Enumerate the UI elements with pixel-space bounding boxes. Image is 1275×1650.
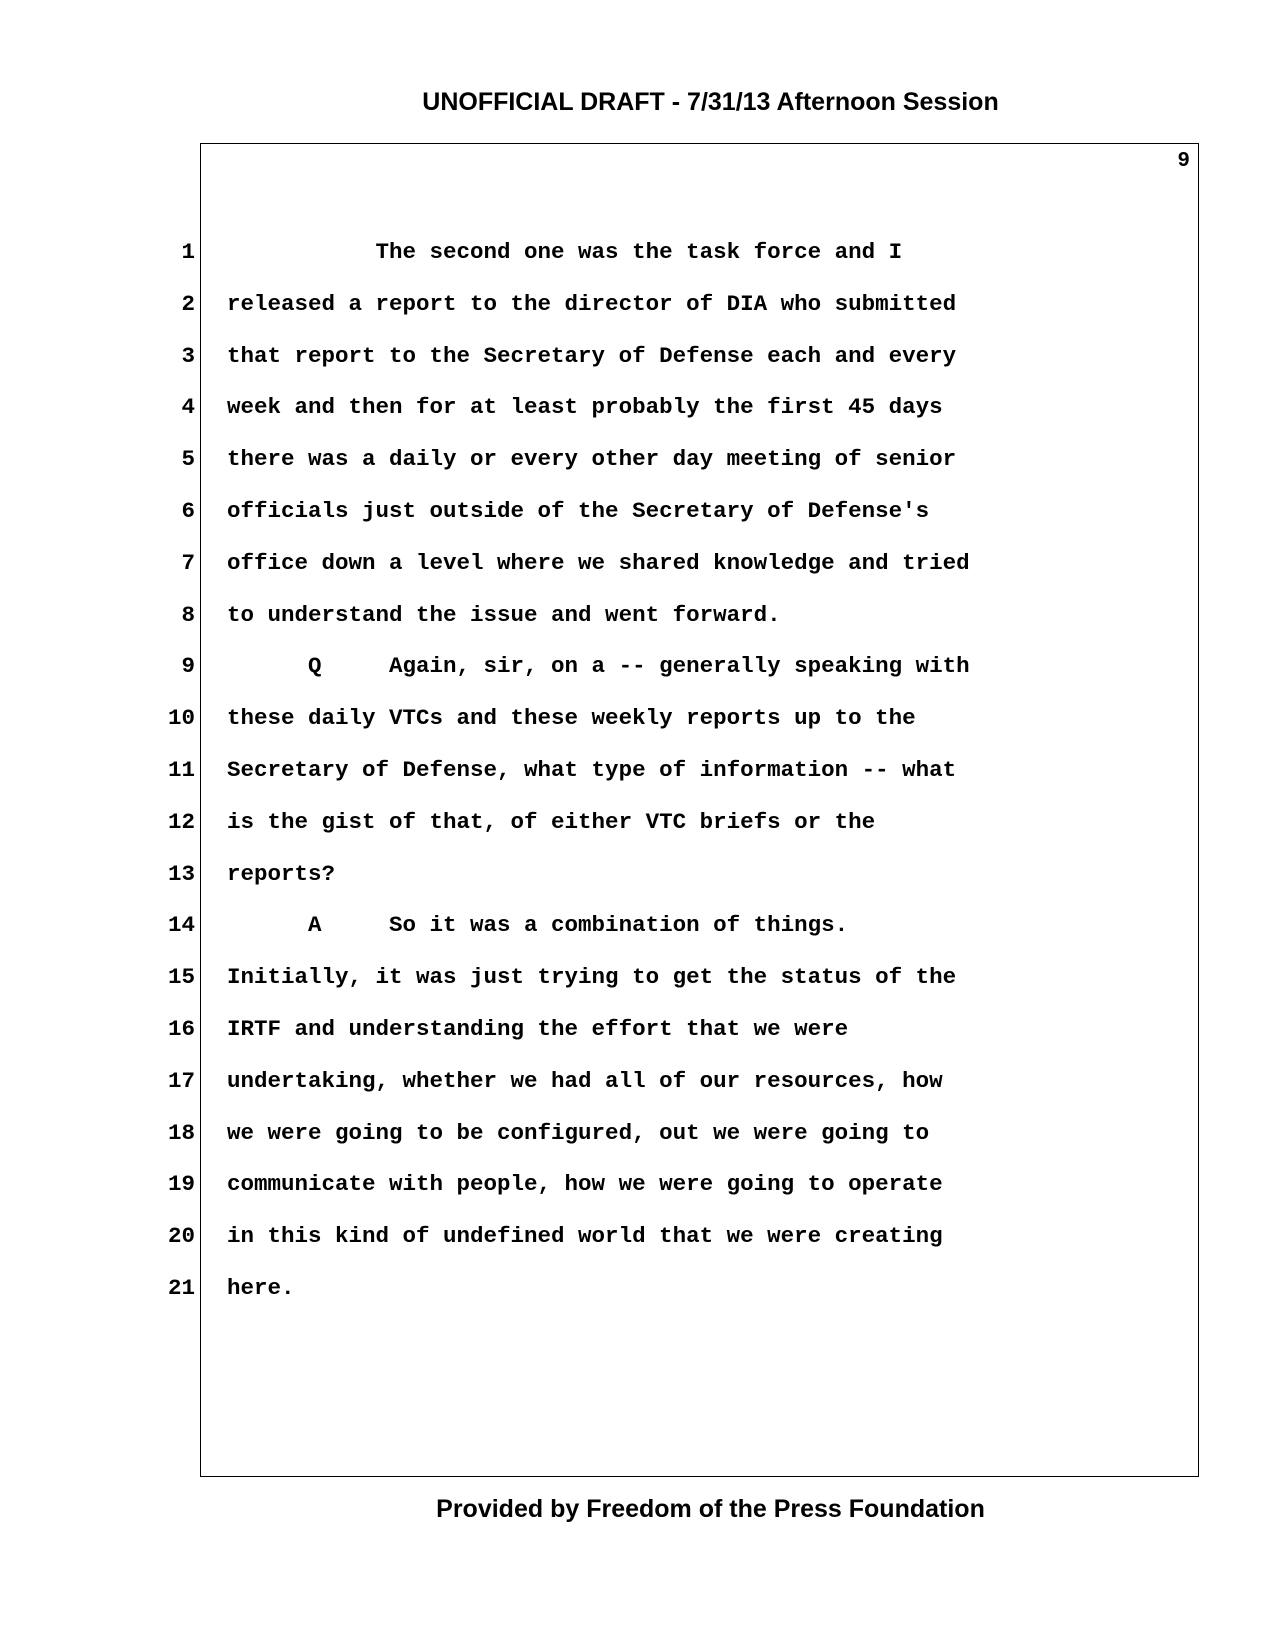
footer-text: Provided by Freedom of the Press Foundation [436,1495,985,1523]
line-number: 11 [167,756,195,783]
line-number: 5 [181,446,195,473]
line-text: undertaking, whether we had all of our resources, how [227,1067,943,1094]
line-number: 4 [181,394,195,421]
line-text: in this kind of undefined world that we were creating [227,1223,943,1250]
line-number: 6 [181,497,195,524]
document-header [0,88,1275,117]
line-number: 7 [181,549,195,576]
line-number: 14 [167,912,195,939]
line-text: The second one was the task force and I [227,239,903,265]
line-text: these daily VTCs and these weekly reports up to the [227,705,916,732]
line-text: Q Again, sir, on a -- generally speaking with [227,653,970,680]
line-number: 9 [181,653,195,680]
line-number: 17 [167,1067,195,1094]
line-text: IRTF and understanding the effort that we were [227,1015,849,1042]
page-number: 9 [1177,150,1190,173]
line-text: officials just outside of the Secretary of Defense's [227,497,930,524]
line-number: 3 [181,342,195,369]
line-text: A So it was a combination of things. [227,912,849,939]
line-number: 19 [167,1171,195,1198]
line-text: released a report to the director of DIA who submitted [227,290,957,317]
header-title: UNOFFICIAL DRAFT - 7/31/13 Afternoon Session [422,88,999,116]
line-text: office down a level where we shared knowledge and tried [227,549,970,576]
line-number: 20 [167,1223,195,1250]
document-footer [0,1495,1275,1524]
line-text: week and then for at least probably the first 45 days [227,394,943,421]
line-text: reports? [227,860,336,887]
line-number: 10 [167,705,195,732]
line-text: Initially, it was just trying to get the status of the [227,964,957,991]
line-text: there was a daily or every other day meeting of senior [227,446,957,473]
line-text: is the gist of that, of either VTC briefs or the [227,808,876,835]
line-text: Secretary of Defense, what type of information -- what [227,756,957,783]
line-number: 21 [167,1274,195,1301]
line-number: 18 [167,1119,195,1146]
line-number: 12 [167,808,195,835]
line-number: 1 [181,239,195,265]
line-number: 15 [167,964,195,991]
line-number: 13 [167,860,195,887]
line-text: that report to the Secretary of Defense each and every [227,342,957,369]
line-text: we were going to be configured, out we were going to [227,1119,930,1146]
line-text: here. [227,1274,295,1301]
line-number: 2 [181,290,195,317]
line-number: 16 [167,1015,195,1042]
line-text: communicate with people, how we were going to operate [227,1171,943,1198]
line-number: 8 [181,601,195,628]
line-text: to understand the issue and went forward. [227,601,781,628]
